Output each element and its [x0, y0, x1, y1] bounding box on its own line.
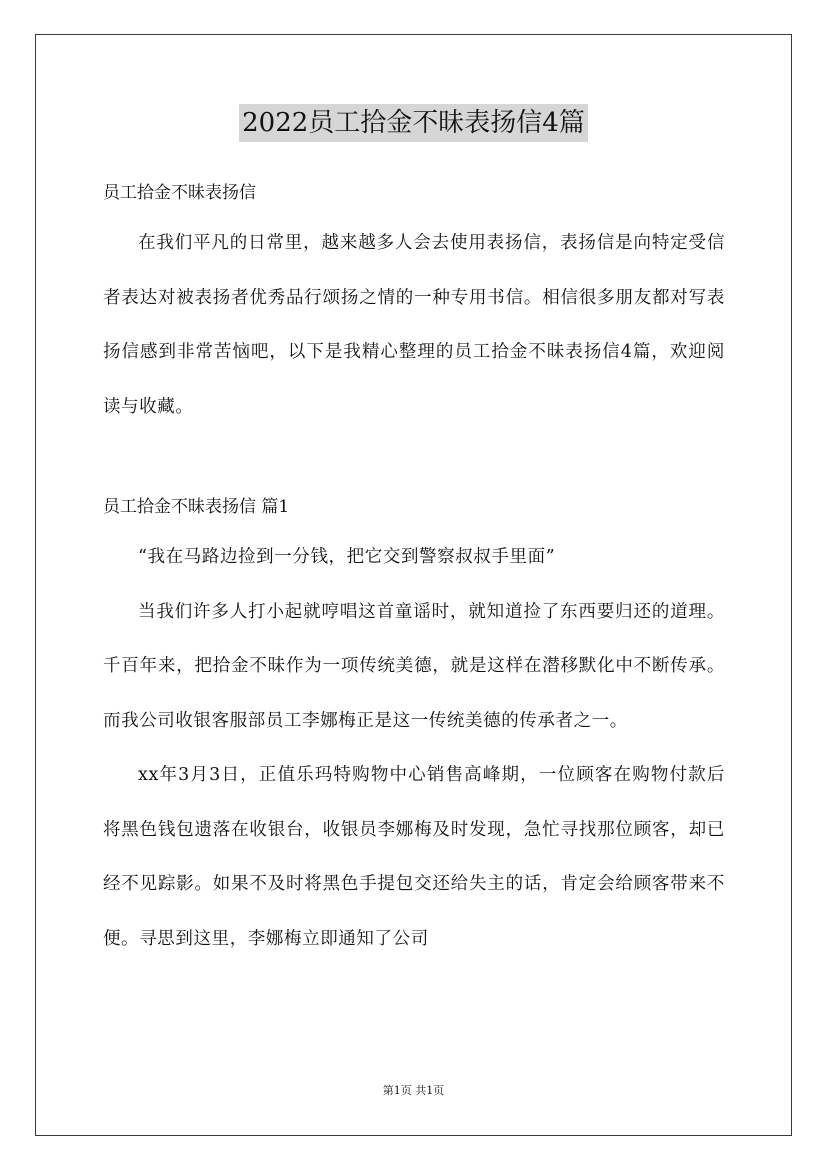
paragraph-2: 当我们许多人打小起就哼唱这首童谣时，就知道捡了东西要归还的道理。千百年来，把拾金不昧作为一项传统美德，就是这样在潜移默化中不断传承。而我公司收银客服部员工李娜梅正是这一传统美德的传承者之一。 — [103, 601, 725, 731]
section-spacer — [103, 434, 725, 484]
section-heading: 员工拾金不昧表扬信 — [103, 183, 256, 203]
paragraph-3: xx年3月3日，正值乐玛特购物中心销售高峰期，一位顾客在购物付款后将黑色钱包遗落在收银台，收银员李娜梅及时发现，急忙寻找那位顾客，却已经不见踪影。如果不及时将黑色手提包交还给失主的话，肯定会给顾客带来不便。寻思到这里，李娜梅立即通知了公司 — [103, 765, 725, 949]
document-body — [103, 170, 725, 966]
title-block — [0, 104, 827, 142]
intro-paragraph: 在我们平凡的日常里，越来越多人会去使用表扬信，表扬信是向特定受信者表达对被表扬者优秀品行颂扬之情的一种专用书信。相信很多朋友都对写表扬信感到非常苦恼吧，以下是我精心整理的员工拾金不昧表扬信4篇，欢迎阅读与收藏。 — [103, 233, 725, 417]
part1-heading: 员工拾金不昧表扬信 篇1 — [103, 497, 290, 517]
document-title: 2022员工拾金不昧表扬信4篇 — [239, 104, 588, 142]
quote-line: “我在马路边捡到一分钱，把它交到警察叔叔手里面” — [138, 547, 556, 567]
page-footer: 第1页 共1页 — [382, 1084, 445, 1097]
